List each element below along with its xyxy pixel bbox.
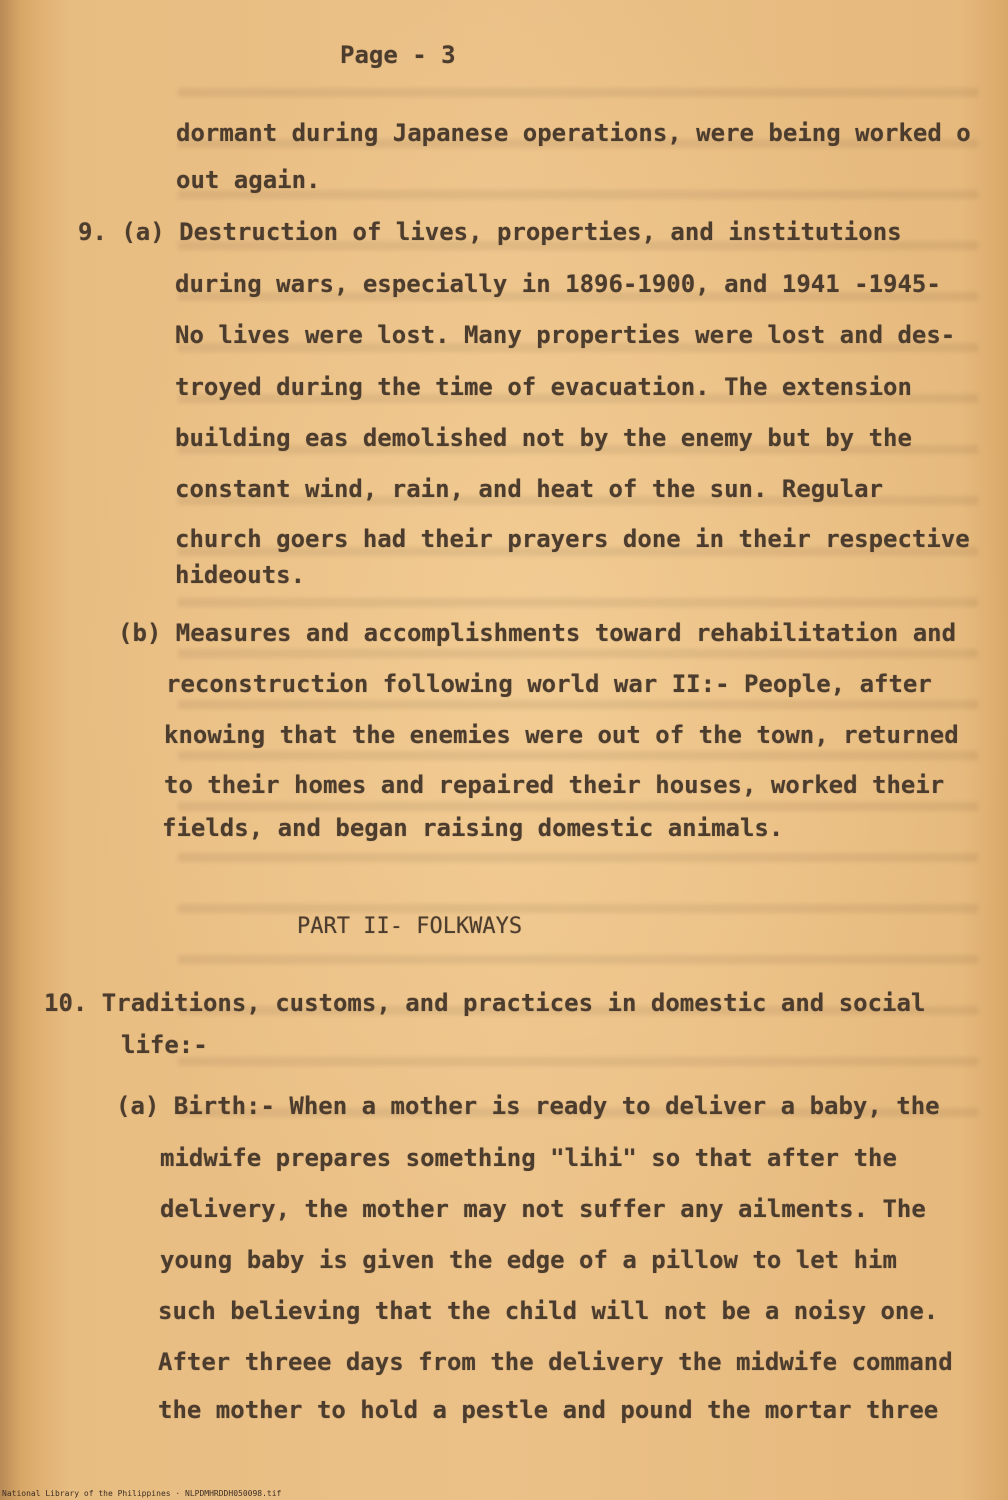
item-10-line-1: 10. Traditions, customs, and practices in domestic and social: [44, 989, 926, 1017]
item-9a-line-7: church goers had their prayers done in their respective: [175, 525, 970, 553]
section-heading-part-2: PART II- FOLKWAYS: [297, 914, 523, 939]
text-line-2: out again.: [176, 166, 321, 194]
item-9b-line-5: fields, and began raising domestic animals.: [162, 814, 784, 842]
item-9a-line-3: No lives were lost. Many properties were lost and des-: [175, 321, 956, 349]
item-9a-line-2: during wars, especially in 1896-1900, and 1941 -1945-: [175, 270, 941, 298]
item-10a-line-1: (a) Birth:- When a mother is ready to deliver a baby, the: [116, 1092, 940, 1120]
item-9b-line-4: to their homes and repaired their houses, worked their: [164, 771, 945, 799]
item-9b-line-2: reconstruction following world war II:- People, after: [166, 670, 932, 698]
item-10a-line-4: young baby is given the edge of a pillow to let him: [160, 1246, 897, 1274]
item-9a-line-6: constant wind, rain, and heat of the sun. Regular: [175, 475, 884, 503]
item-10a-line-5: such believing that the child will not be a noisy one.: [158, 1297, 939, 1325]
item-9a-line-8: hideouts.: [175, 561, 306, 589]
item-10a-line-2: midwife prepares something "lihi" so that after the: [160, 1144, 897, 1172]
archive-footer: National Library of the Philippines · NLPDMHRDDH050098.tif: [2, 1489, 282, 1498]
item-9b-line-3: knowing that the enemies were out of the town, returned: [164, 721, 959, 749]
item-10-line-2: life:-: [121, 1031, 208, 1059]
item-9a-line-1: 9. (a) Destruction of lives, properties, and institutions: [78, 218, 902, 246]
item-9a-line-5: building eas demolished not by the enemy but by the: [175, 424, 912, 452]
item-10a-line-7: the mother to hold a pestle and pound the mortar three: [158, 1396, 939, 1424]
page-header: Page - 3: [340, 41, 456, 69]
text-line-1: dormant during Japanese operations, were being worked o: [176, 119, 971, 147]
item-9b-line-1: (b) Measures and accomplishments toward rehabilitation and: [118, 619, 957, 647]
item-10a-line-3: delivery, the mother may not suffer any ailments. The: [160, 1195, 926, 1223]
item-9a-line-4: troyed during the time of evacuation. The extension: [175, 373, 912, 401]
item-10a-line-6: After threee days from the delivery the midwife command: [158, 1348, 953, 1376]
